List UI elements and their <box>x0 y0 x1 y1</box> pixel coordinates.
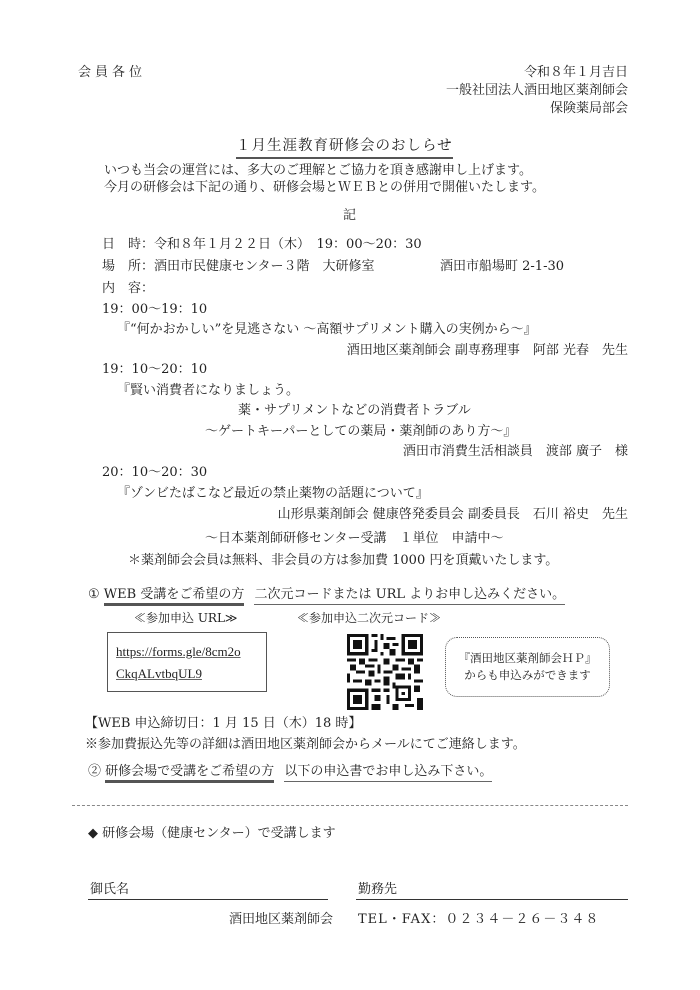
venue-section-heading <box>88 764 492 780</box>
qr-label: ≪参加申込二次元コード≫ <box>297 611 442 625</box>
web-deadline: 【WEB 申込締切日：1 月 15 日（木）18 時】 <box>85 716 362 731</box>
registration-url-line-1[interactable]: https://forms.gle/8cm2o <box>116 644 241 659</box>
venue-instruction: 以下の申込書でお申し込み下さい。 <box>284 764 492 782</box>
session-3-speaker: 山形県薬剤師会 健康啓発委員会 副委員長 石川 裕史 先生 <box>277 507 628 522</box>
datetime-row <box>102 237 422 253</box>
web-instruction: 二次元コードまたは URL よりお申し込みください。 <box>254 587 565 605</box>
venue-number: ② <box>88 764 102 779</box>
session-2-title-line-3: ～ゲートキーパーとしての薬局・薬剤師のあり方～』 <box>205 424 517 439</box>
ki-heading: 記 <box>343 208 357 223</box>
intro-line-2: 今月の研修会は下記の通り、研修会場とＷＥＢとの併用で開催いたします。 <box>104 180 545 195</box>
name-field[interactable] <box>88 899 328 900</box>
fee-note: ＊薬剤師会会員は無料、非会員の方は参加費 1000 円を頂戴いたします。 <box>128 553 559 568</box>
session-3-title: 『ゾンビたばこなど最近の禁止薬物の話題について』 <box>117 486 429 501</box>
place-row <box>102 259 375 275</box>
web-heading: WEB 受講をご希望の方 <box>104 587 245 606</box>
footer-organization: 酒田地区薬剤師会 <box>229 912 334 927</box>
association-hp-note <box>445 637 610 697</box>
url-label: ≪参加申込 URL≫ <box>134 611 238 625</box>
qr-code-icon[interactable] <box>347 634 423 710</box>
cut-line-divider <box>72 805 628 806</box>
web-number: ① <box>88 587 100 602</box>
place-value: 酒田市民健康センター３階 大研修室 <box>154 259 375 274</box>
venue-attendance-option[interactable]: ◆ 研修会場（健康センター）で受講します <box>88 826 336 841</box>
place-label: 場 所： <box>102 259 155 274</box>
payment-note: ※参加費振込先等の詳細は酒田地区薬剤師会からメールにてご連絡します。 <box>85 737 526 752</box>
session-2-time: 19：10〜20：10 <box>102 362 208 377</box>
issue-date: 令和８年１月吉日 <box>523 65 628 80</box>
addressee: 会員各位 <box>78 65 147 80</box>
hp-note-line-2: からも申込みができます <box>464 668 591 682</box>
organization-name: 一般社団法人酒田地区薬剤師会 <box>445 83 628 98</box>
intro-line-1: いつも当会の運営には、多大のご理解とご協力を頂き感謝申し上げます。 <box>104 163 532 178</box>
datetime-value: 令和８年１月２２日（木） 19：00〜20：30 <box>154 237 422 252</box>
session-2-title-line-1: 『賢い消費者になりましょう。 <box>117 383 300 398</box>
page-title: １月生涯教育研修会のおしらせ <box>236 134 453 159</box>
session-2-speaker: 酒田市消費生活相談員 渡部 廣子 様 <box>402 444 628 459</box>
content-label: 内 容： <box>102 281 155 296</box>
place-address: 酒田市船場町 2-1-30 <box>440 259 565 274</box>
session-1-speaker: 酒田地区薬剤師会 副専務理事 阿部 光春 先生 <box>346 343 628 358</box>
hp-note-line-1: 『酒田地区薬剤師会ＨＰ』 <box>458 651 597 665</box>
venue-heading: 研修会場で受講をご希望の方 <box>105 764 274 783</box>
session-1-time: 19：00〜19：10 <box>102 302 208 317</box>
workplace-label: 勤務先 <box>358 882 398 897</box>
workplace-field[interactable] <box>356 899 628 900</box>
department-name: 保険薬局部会 <box>549 101 628 116</box>
session-3-time: 20：10〜20：30 <box>102 465 208 480</box>
session-2-title-line-2: 薬・サプリメントなどの消費者トラブル <box>238 403 471 418</box>
credit-note: ～日本薬剤師研修センター受講 １単位 申請中～ <box>205 531 504 546</box>
session-1-title: 『“何かおかしい”を見逃さない ～高額サプリメント購入の実例から～』 <box>117 322 537 337</box>
footer-contact: TEL・FAX：０２３４－２６－３４８ <box>358 912 600 927</box>
registration-url-line-2[interactable]: CkqALvtbqUL9 <box>116 666 202 681</box>
web-section-heading <box>88 587 565 603</box>
registration-url-box <box>107 632 267 692</box>
name-label: 御氏名 <box>90 882 130 897</box>
datetime-label: 日 時： <box>102 237 155 252</box>
